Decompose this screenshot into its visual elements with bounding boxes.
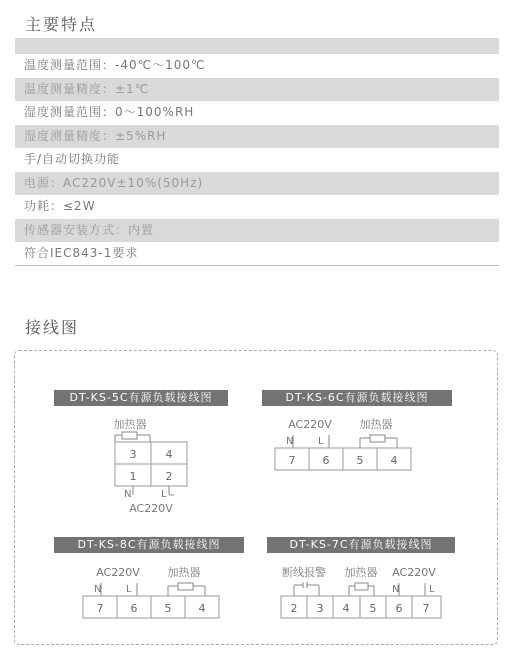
- spec-row: 手/自动切换功能: [24, 152, 121, 166]
- wiring-title: 接线图: [25, 318, 80, 337]
- terminal-number: 2: [165, 470, 173, 483]
- spec-rows: [15, 54, 499, 266]
- wiring-diagram-6c: [273, 415, 423, 475]
- wiring-diagram-8c: [81, 563, 231, 623]
- neutral-label: N: [124, 489, 132, 500]
- wiring-frame: [14, 350, 498, 645]
- terminal-number: 7: [422, 602, 430, 615]
- terminal-number: 4: [342, 602, 350, 615]
- terminal-number: 4: [198, 602, 206, 615]
- terminal-number: 3: [129, 448, 137, 461]
- alarm-label: 断线报警: [282, 566, 326, 579]
- terminal-number: 2: [290, 602, 298, 615]
- heater-label: 加热器: [359, 418, 393, 431]
- line-label: L: [318, 436, 324, 447]
- power-label: AC220V: [288, 418, 332, 431]
- diagram-label-5c: DT-KS-5C有源负载接线图: [54, 390, 228, 406]
- heater-label: 加热器: [344, 566, 378, 579]
- spec-row: 传感器安装方式：内置: [15, 219, 499, 243]
- spec-row: 湿度测量范围：0～100%RH: [24, 105, 195, 119]
- terminal-number: 4: [390, 454, 398, 467]
- spec-row: 符合IEC843-1要求: [15, 242, 499, 266]
- features-title: 主要特点: [25, 15, 98, 34]
- diagram-label-8c: DT-KS-8C有源负载接线图: [54, 537, 244, 553]
- line-label: L: [161, 489, 167, 500]
- neutral-label: N: [392, 584, 400, 595]
- neutral-label: N: [94, 584, 102, 595]
- neutral-label: N: [286, 436, 294, 447]
- terminal-number: 7: [96, 602, 104, 615]
- terminal-number: 5: [369, 602, 377, 615]
- power-label: AC220V: [129, 502, 173, 515]
- line-label: L: [429, 584, 435, 595]
- heater-label: 加热器: [113, 418, 147, 431]
- diagram-label-6c: DT-KS-6C有源负载接线图: [262, 390, 452, 406]
- terminal-number: 4: [165, 448, 173, 461]
- spec-row: 电源：AC220V±10%(50Hz): [15, 172, 499, 196]
- spec-row: 温度测量范围：-40℃～100℃: [24, 58, 206, 72]
- spec-row: 温度测量精度：±1℃: [15, 78, 499, 102]
- heater-symbol: [370, 435, 385, 442]
- spec-table: [15, 38, 499, 266]
- terminal-number: 7: [288, 454, 296, 467]
- terminal-number: 1: [129, 470, 137, 483]
- power-label: AC220V: [96, 566, 140, 579]
- heater-symbol: [355, 583, 368, 590]
- heater-symbol: [178, 583, 193, 590]
- line-label: L: [126, 584, 132, 595]
- diagram-label-7c: DT-KS-7C有源负载接线图: [267, 537, 455, 553]
- spec-row: 功耗：≤2W: [24, 199, 96, 213]
- power-label: AC220V: [392, 566, 436, 579]
- spec-row: 湿度测量精度：±5%RH: [15, 125, 499, 149]
- terminal-number: 6: [322, 454, 330, 467]
- heater-label: 加热器: [167, 566, 201, 579]
- terminal-number: 6: [130, 602, 138, 615]
- heater-symbol: [122, 432, 137, 439]
- spec-table-header: [15, 38, 499, 54]
- terminal-number: 6: [395, 602, 403, 615]
- wiring-diagram-5c: [95, 415, 195, 525]
- wiring-diagram-7c: [277, 563, 447, 623]
- terminal-number: 3: [316, 602, 324, 615]
- terminal-number: 5: [356, 454, 364, 467]
- terminal-number: 5: [164, 602, 172, 615]
